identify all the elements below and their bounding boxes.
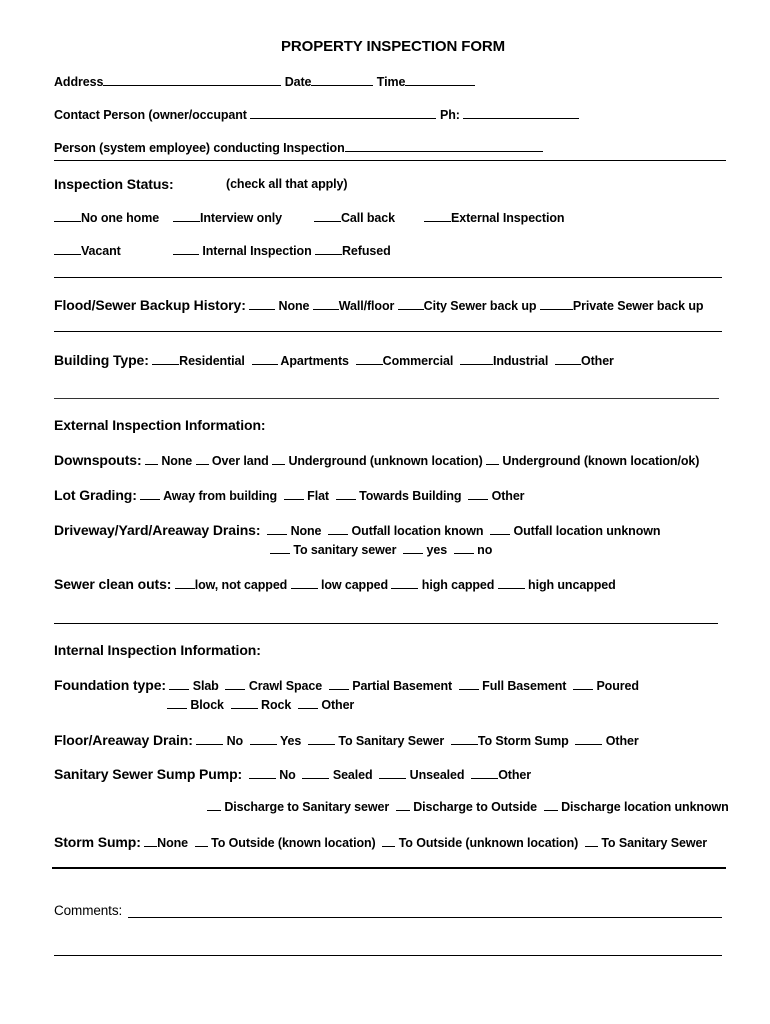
f-full-blank[interactable]	[459, 688, 479, 690]
lot-flat-blank[interactable]	[284, 498, 304, 500]
p-sealed: Sealed	[332, 768, 373, 782]
co-low-blank[interactable]	[291, 587, 318, 589]
pump-label: Sanitary Sewer Sump Pump:	[54, 766, 243, 782]
lot-other: Other	[491, 489, 525, 503]
building-commercial-blank[interactable]	[356, 363, 383, 365]
ds-none-blank[interactable]	[145, 463, 158, 465]
ds-overland-blank[interactable]	[196, 463, 209, 465]
divider-thick	[52, 867, 726, 869]
co-high-blank[interactable]	[391, 587, 418, 589]
opt-call-back[interactable]: Call back	[314, 211, 395, 225]
d-unknown: Discharge location unknown	[561, 800, 729, 814]
s-unknown-blank[interactable]	[382, 845, 395, 847]
co-low-not-capped: low, not capped	[194, 578, 288, 592]
drains-row-2	[270, 543, 492, 557]
contact-label: Contact Person (owner/occupant	[54, 108, 247, 122]
dr-no: no	[477, 543, 493, 557]
p-other-blank[interactable]	[471, 777, 498, 779]
lot-towards-blank[interactable]	[336, 498, 356, 500]
dr-no-blank[interactable]	[454, 552, 474, 554]
co-high-un-blank[interactable]	[498, 587, 525, 589]
drains-row	[54, 522, 660, 538]
divider	[54, 623, 718, 624]
time-label: Time	[376, 75, 406, 89]
dr-sanitary: To sanitary sewer	[293, 543, 397, 557]
comments-line-2[interactable]	[54, 955, 722, 956]
building-commercial: Commercial	[382, 354, 454, 368]
flood-row	[54, 297, 703, 313]
f-rock: Rock	[261, 698, 292, 712]
ds-under-known-blank[interactable]	[486, 463, 499, 465]
storm-sump-row	[54, 834, 707, 850]
f-slab: Slab	[192, 679, 219, 693]
phone-field[interactable]	[463, 117, 579, 119]
building-apartments-blank[interactable]	[252, 363, 278, 365]
flood-label: Flood/Sewer Backup History:	[54, 297, 246, 313]
fl-storm: To Storm Sump	[477, 734, 569, 748]
ds-under-unknown-blank[interactable]	[272, 463, 285, 465]
lot-towards: Towards Building	[359, 489, 462, 503]
lot-flat: Flat	[307, 489, 329, 503]
dr-none-blank[interactable]	[267, 533, 287, 535]
form-title: PROPERTY INSPECTION FORM	[281, 38, 506, 55]
f-rock-blank[interactable]	[231, 707, 258, 709]
building-label: Building Type:	[54, 352, 149, 368]
fl-sanitary-blank[interactable]	[308, 743, 335, 745]
co-low-capped: low capped	[320, 578, 389, 592]
p-other: Other	[498, 768, 532, 782]
lot-grading-row	[54, 487, 524, 503]
fl-no-blank[interactable]	[196, 743, 223, 745]
status-note: (check all that apply)	[226, 177, 348, 191]
d-unknown-blank[interactable]	[544, 809, 558, 811]
p-sealed-blank[interactable]	[302, 777, 329, 779]
downspouts-label: Downspouts:	[54, 452, 142, 468]
d-outside-blank[interactable]	[396, 809, 410, 811]
flood-none: None	[278, 299, 310, 313]
s-unknown: To Outside (unknown location)	[398, 836, 579, 850]
divider	[54, 277, 722, 278]
inspector-field[interactable]	[345, 150, 543, 152]
s-sanitary: To Sanitary Sewer	[601, 836, 708, 850]
dr-known-blank[interactable]	[328, 533, 348, 535]
building-industrial: Industrial	[492, 354, 549, 368]
time-field[interactable]	[405, 84, 475, 86]
sump-pump-row	[54, 766, 531, 782]
p-no: No	[279, 768, 296, 782]
opt-vacant[interactable]: Vacant	[54, 244, 121, 258]
downspouts-row	[54, 452, 699, 468]
d-sanitary: Discharge to Sanitary sewer	[224, 800, 390, 814]
internal-heading: Internal Inspection Information:	[54, 642, 261, 658]
address-label: Address	[54, 75, 104, 89]
opt-interview-only[interactable]: Interview only	[173, 211, 282, 225]
flood-city: City Sewer back up	[423, 299, 537, 313]
p-unsealed-blank[interactable]	[379, 777, 406, 779]
lot-away-blank[interactable]	[140, 498, 160, 500]
f-poured: Poured	[596, 679, 639, 693]
status-label: Inspection Status:	[54, 176, 174, 192]
fl-no: No	[226, 734, 244, 748]
fl-yes: Yes	[279, 734, 302, 748]
dr-none: None	[290, 524, 322, 538]
dr-yes-blank[interactable]	[403, 552, 423, 554]
co-low-not-blank[interactable]	[175, 587, 195, 589]
flood-wall-floor: Wall/floor	[338, 299, 395, 313]
opt-internal-inspection[interactable]: Internal Inspection	[173, 244, 312, 258]
foundation-label: Foundation type:	[54, 677, 166, 693]
building-other: Other	[580, 354, 614, 368]
address-field[interactable]	[103, 84, 281, 86]
building-other-blank[interactable]	[555, 363, 581, 365]
ds-overland: Over land	[211, 454, 269, 468]
f-crawl-blank[interactable]	[225, 688, 245, 690]
foundation-row-2	[167, 698, 354, 712]
inspector-row	[54, 141, 543, 155]
dr-unknown-blank[interactable]	[490, 533, 510, 535]
fl-yes-blank[interactable]	[250, 743, 277, 745]
phone-label: Ph:	[440, 108, 460, 122]
phone-row	[440, 108, 579, 122]
flood-wall-blank[interactable]	[313, 308, 339, 310]
building-industrial-blank[interactable]	[460, 363, 493, 365]
dr-yes: yes	[426, 543, 448, 557]
flood-private: Private Sewer back up	[572, 299, 704, 313]
cleanouts-label: Sewer clean outs:	[54, 576, 172, 592]
fl-sanitary: To Sanitary Sewer	[338, 734, 445, 748]
f-partial-blank[interactable]	[329, 688, 349, 690]
co-high-uncapped: high uncapped	[528, 578, 616, 592]
inspector-label: Person (system employee) conducting Inspection	[54, 141, 345, 155]
ds-under-unknown: Underground (unknown location)	[288, 454, 483, 468]
contact-row	[54, 108, 436, 122]
building-apartments: Apartments	[280, 354, 349, 368]
building-row	[54, 352, 614, 368]
co-high-capped: high capped	[421, 578, 495, 592]
f-crawl: Crawl Space	[248, 679, 323, 693]
lot-away: Away from building	[163, 489, 278, 503]
floor-label: Floor/Areaway Drain:	[54, 732, 193, 748]
opt-no-one-home[interactable]: No one home	[54, 211, 159, 225]
ds-none: None	[161, 454, 193, 468]
divider	[54, 160, 726, 161]
flood-private-blank[interactable]	[540, 308, 573, 310]
f-partial: Partial Basement	[352, 679, 453, 693]
divider	[54, 331, 722, 332]
building-residential: Residential	[179, 354, 245, 368]
floor-drain-row	[54, 732, 639, 748]
lot-label: Lot Grading:	[54, 487, 137, 503]
fl-storm-blank[interactable]	[451, 743, 478, 745]
ds-under-known: Underground (known location/ok)	[502, 454, 700, 468]
lot-other-blank[interactable]	[468, 498, 488, 500]
contact-field[interactable]	[250, 117, 436, 119]
f-full: Full Basement	[482, 679, 567, 693]
f-other: Other	[321, 698, 355, 712]
comments-label: Comments:	[54, 903, 123, 918]
d-sanitary-blank[interactable]	[207, 809, 221, 811]
p-no-blank[interactable]	[249, 777, 276, 779]
s-none-blank[interactable]	[144, 845, 157, 847]
fl-other: Other	[605, 734, 639, 748]
s-sanitary-blank[interactable]	[585, 845, 598, 847]
divider	[54, 398, 719, 399]
opt-external-inspection[interactable]: External Inspection	[424, 211, 564, 225]
building-residential-blank[interactable]	[152, 363, 179, 365]
f-block: Block	[190, 698, 224, 712]
foundation-row	[54, 677, 639, 693]
s-known: To Outside (known location)	[211, 836, 376, 850]
discharge-row	[207, 800, 729, 814]
fl-other-blank[interactable]	[575, 743, 602, 745]
opt-refused[interactable]: Refused	[315, 244, 391, 258]
dr-sanitary-blank[interactable]	[270, 552, 290, 554]
dr-known: Outfall location known	[351, 524, 484, 538]
address-row	[54, 75, 475, 89]
s-known-blank[interactable]	[195, 845, 208, 847]
d-outside: Discharge to Outside	[413, 800, 537, 814]
cleanouts-row	[54, 576, 616, 592]
date-field[interactable]	[311, 84, 373, 86]
flood-city-blank[interactable]	[398, 308, 424, 310]
p-unsealed: Unsealed	[409, 768, 465, 782]
f-slab-blank[interactable]	[169, 688, 189, 690]
f-other-blank[interactable]	[298, 707, 318, 709]
f-poured-blank[interactable]	[573, 688, 593, 690]
dr-unknown: Outfall location unknown	[513, 524, 661, 538]
date-label: Date	[284, 75, 312, 89]
drains-label: Driveway/Yard/Areaway Drains:	[54, 522, 261, 538]
storm-label: Storm Sump:	[54, 834, 141, 850]
f-block-blank[interactable]	[167, 707, 187, 709]
comments-line-1[interactable]	[128, 917, 722, 918]
external-heading: External Inspection Information:	[54, 417, 266, 433]
flood-none-blank[interactable]	[249, 308, 275, 310]
s-none: None	[157, 836, 189, 850]
